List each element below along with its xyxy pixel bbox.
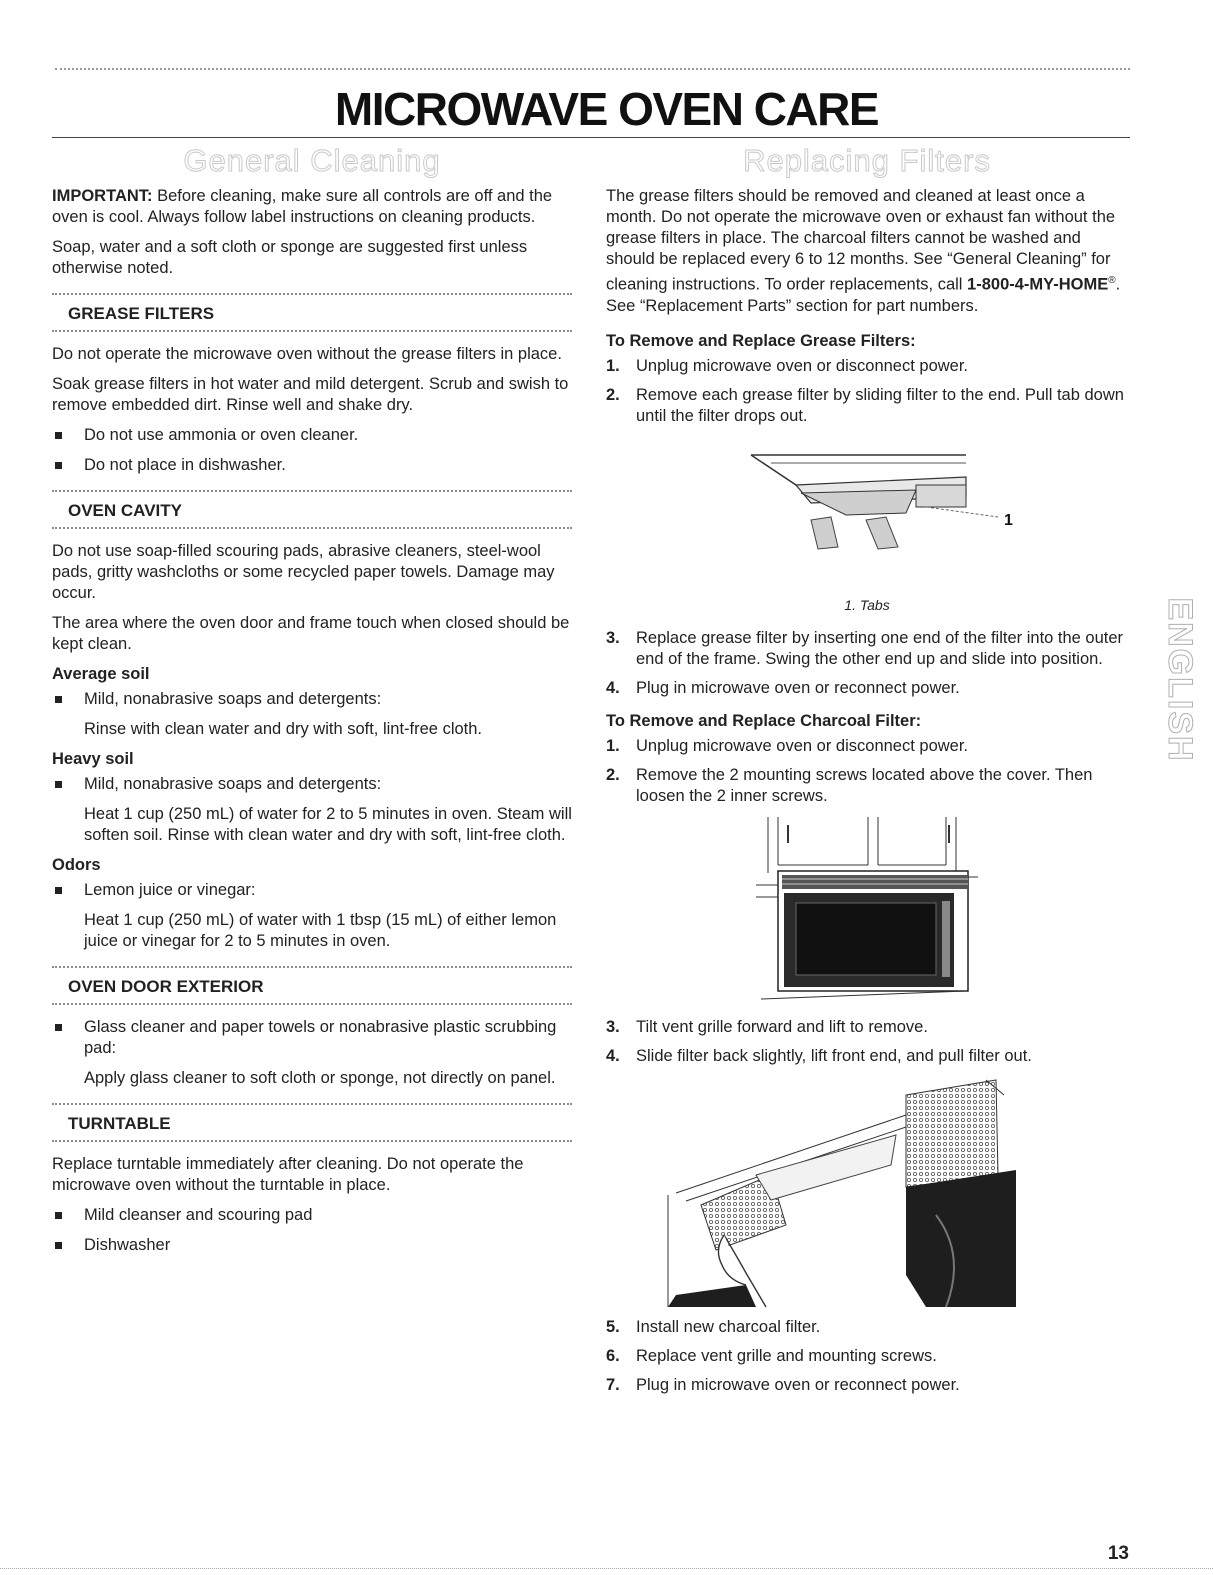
right-column [606,143,1128,1404]
step-number: 2. [606,765,620,784]
step-text: Slide filter back slightly, lift front end, and pull filter out. [636,1046,1032,1065]
important-label: IMPORTANT: [52,187,153,205]
charcoal-step [606,1375,1128,1396]
average-soil-title: Average soil [52,665,150,683]
grease-paragraph-2: Soak grease filters in hot water and mild detergent. Scrub and swish to remove embedded dirt. Rinse well and shake dry. [52,375,569,414]
step-number: 3. [606,1017,620,1036]
step-text: Plug in microwave oven or reconnect power. [636,678,960,697]
average-soil-bullet: Mild, nonabrasive soaps and detergents: [52,689,572,710]
oven-cavity-header: OVEN CAVITY [52,490,572,529]
turntable-bullet: Dishwasher [52,1235,572,1256]
charcoal-filter-drawing [606,1075,1128,1307]
title-rule [52,137,1130,138]
grease-bullet: Do not use ammonia or oven cleaner. [52,425,572,446]
figure-caption: 1. Tabs [844,596,890,613]
side-tab-drawing [1150,570,1199,790]
charcoal-step [606,1046,1128,1067]
charcoal-step [606,1017,1128,1038]
replacing-intro [606,186,1128,317]
soap-paragraph: Soap, water and a soft cloth or sponge are suggested first unless otherwise noted. [52,238,528,277]
registered-mark: ® [1108,275,1116,286]
side-tab-label: ENGLISH [1161,597,1199,763]
step-text: Remove the 2 mounting screws located above the cover. Then loosen the 2 inner screws. [636,765,1093,805]
step-number: 1. [606,356,620,375]
odors-bullet: Lemon juice or vinegar: [52,880,572,901]
microwave-front-illustration [606,815,1128,1007]
page-number: 13 [1107,1543,1129,1564]
step-text: Tilt vent grille forward and lift to remove. [636,1017,928,1036]
turntable-bullet: Mild cleanser and scouring pad [52,1205,572,1226]
important-text: Before cleaning, make sure all controls are off and the oven is cool. Always follow label instructions on cleaning products. [52,187,553,226]
language-side-tab [1150,570,1199,790]
heavy-soil-text: Heat 1 cup (250 mL) of water for 2 to 5 minutes in oven. Steam will soften soil. Rinse with clean water and dry with soft, lint-free cloth. [84,805,572,844]
charcoal-step [606,736,1128,757]
step-text: Replace grease filter by inserting one end of the filter into the outer end of the frame. Swing the other end up and slide into position. [636,628,1124,668]
door-bullet: Glass cleaner and paper towels or nonabrasive plastic scrubbing pad: [52,1017,572,1059]
page-title: MICROWAVE OVEN CARE [334,83,879,135]
grease-step [606,356,1128,377]
grease-step [606,678,1128,699]
step-number: 2. [606,385,620,404]
step-text: Unplug microwave oven or disconnect power. [636,356,969,375]
charcoal-step [606,1317,1128,1338]
step-number: 1. [606,736,620,755]
charcoal-procedure-title: To Remove and Replace Charcoal Filter: [606,711,922,730]
charcoal-step [606,765,1128,807]
microwave-front-drawing [606,815,1128,1007]
odors-title: Odors [52,856,101,874]
bottom-dotted-rule [0,1568,1213,1569]
average-soil-text: Rinse with clean water and dry with soft, lint-free cloth. [84,720,483,738]
cavity-paragraph-1: Do not use soap-filled scouring pads, abrasive cleaners, steel-wool pads, gritty washcloths or some recycled paper towels. Damage may occur. [52,542,555,602]
general-cleaning-heading: General Cleaning [183,143,441,178]
step-number: 4. [606,678,620,697]
turntable-header: TURNTABLE [52,1103,572,1142]
step-number: 3. [606,628,620,647]
heavy-soil-title: Heavy soil [52,750,134,768]
step-text: Replace vent grille and mounting screws. [636,1346,937,1365]
callout-number: 1 [1004,511,1013,529]
important-paragraph [52,186,572,228]
charcoal-filter-illustration [606,1075,1128,1307]
grease-filter-illustration [606,435,1128,585]
top-dotted-rule [55,68,1130,70]
grease-filters-header: GREASE FILTERS [52,293,572,332]
odors-text: Heat 1 cup (250 mL) of water with 1 tbsp (15 mL) of either lemon juice or vinegar for 2 to 5 minutes in oven. [84,911,557,950]
grease-bullet: Do not place in dishwasher. [52,455,572,476]
door-text: Apply glass cleaner to soft cloth or sponge, not directly on panel. [84,1069,556,1087]
charcoal-step [606,1346,1128,1367]
grease-procedure-title: To Remove and Replace Grease Filters: [606,331,916,350]
grease-filter-drawing [606,435,1128,585]
left-column [52,143,572,1265]
replacing-filters-heading: Replacing Filters [743,143,991,178]
step-text: Remove each grease filter by sliding filter to the end. Pull tab down until the filter drops out. [636,385,1124,425]
step-text: Install new charcoal filter. [636,1317,821,1336]
cavity-paragraph-2: The area where the oven door and frame touch when closed should be kept clean. [52,614,570,653]
step-text: Plug in microwave oven or reconnect power. [636,1375,960,1394]
grease-paragraph-1: Do not operate the microwave oven without the grease filters in place. [52,345,562,363]
step-number: 4. [606,1046,620,1065]
intro-text-a: The grease filters should be removed and cleaned at least once a month. Do not operate the microwave oven or exhaust fan without the grease filters in place. The charcoal filters cannot be washed and should be replaced every 6 to 12 months. See “General Cleaning” for cleaning instructions. To order replacements, call [606,187,1116,294]
turntable-paragraph: Replace turntable immediately after cleaning. Do not operate the microwave oven without the turntable in place. [52,1155,524,1194]
grease-step [606,628,1128,670]
phone-number: 1-800-4-MY-HOME [967,275,1109,294]
step-number: 5. [606,1317,620,1336]
oven-door-exterior-header: OVEN DOOR EXTERIOR [52,966,572,1005]
step-number: 6. [606,1346,620,1365]
intro-text-b: . See “Replacement Parts” section for part numbers. [606,275,1121,315]
step-number: 7. [606,1375,620,1394]
step-text: Unplug microwave oven or disconnect power. [636,736,969,755]
heavy-soil-bullet: Mild, nonabrasive soaps and detergents: [52,774,572,795]
grease-step [606,385,1128,427]
